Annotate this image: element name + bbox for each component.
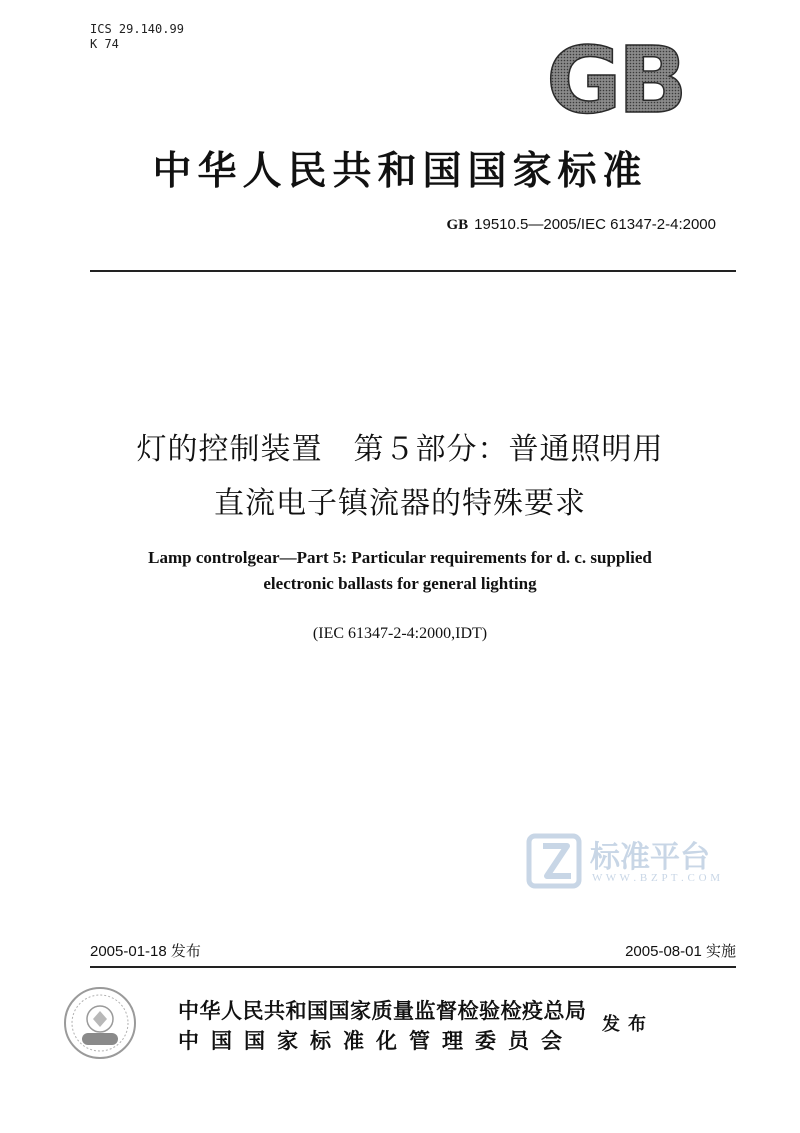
issue-date: 2005-01-18 发布 (90, 943, 201, 960)
watermark-url: W W W . B Z P T . C O M (592, 872, 721, 884)
bottom-divider (90, 966, 736, 968)
implementation-date: 2005-08-01 实施 (625, 943, 736, 960)
watermark-brand: 标准平台 (590, 840, 710, 875)
issuer-line-2: 中国国家标准化管理委员会 (178, 1029, 574, 1053)
ccs-code: K 74 (90, 37, 119, 51)
gb-logo-text: GB (546, 38, 684, 120)
standard-number-text: 19510.5—2005/IEC 61347-2-4:2000 (474, 216, 716, 233)
english-title-line-2: electronic ballasts for general lighting (263, 574, 537, 593)
ics-code: ICS 29.140.99 (90, 22, 184, 36)
chinese-title-line-2: 直流电子镇流器的特殊要求 (214, 486, 586, 521)
national-standard-title: 中华人民共和国国家标准 (152, 149, 648, 194)
publish-label: 发布 (602, 1014, 654, 1035)
iec-reference: (IEC 61347-2-4:2000,IDT) (312, 625, 488, 642)
classification-codes (90, 22, 184, 52)
chinese-title-line-1: 灯的控制装置 第５部分：普通照明用 (136, 432, 664, 467)
anti-counterfeit-seal-icon (62, 985, 138, 1061)
english-title-line-1: Lamp controlgear—Part 5: Particular requirements for d. c. supplied (148, 548, 652, 567)
standard-prefix: GB (446, 217, 469, 233)
top-divider (90, 270, 736, 272)
gb-logo (530, 38, 700, 120)
issuer-line-1: 中华人民共和国国家质量监督检验检疫总局 (178, 999, 587, 1023)
standard-number (446, 216, 716, 234)
